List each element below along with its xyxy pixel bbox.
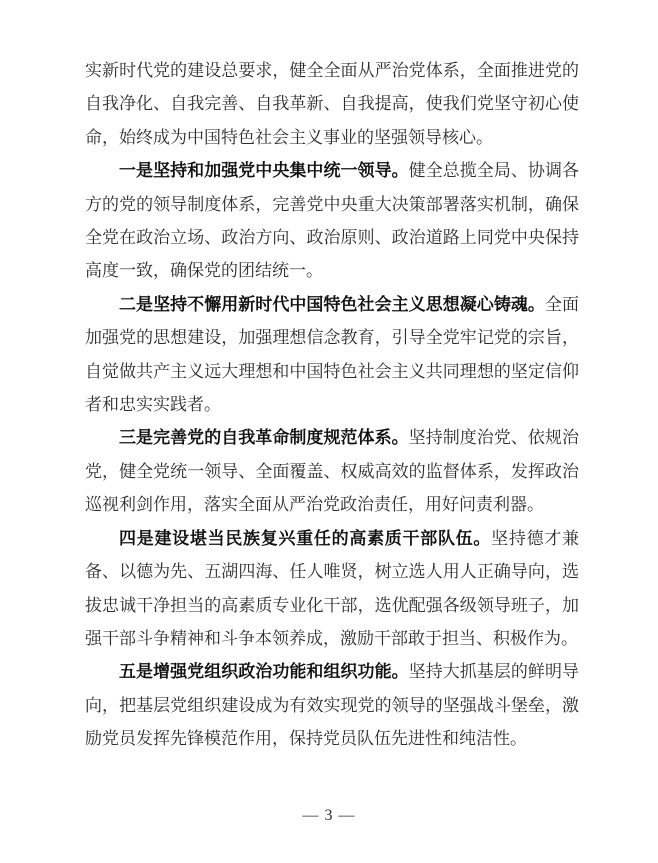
paragraph-point-4 [85, 522, 579, 656]
paragraph-bold-lead: 二是坚持不懈用新时代中国特色社会主义思想凝心铸魂。 [119, 294, 545, 314]
paragraph-bold-lead: 四是建设堪当民族复兴重任的高素质干部队伍。 [119, 528, 492, 548]
paragraph-point-2 [85, 288, 579, 422]
paragraph-text: 坚持德才兼备、以德为先、五湖四海、任人唯贤，树立选人用人正确导向，选拔忠诚干净担当的高素质专业化干部，选优配强各级领导班子，加强干部斗争精神和斗争本领养成，激励干部敢于担当、积极作为。 [85, 528, 580, 648]
paragraph-text: 健全总揽全局、协调各方的党的领导制度体系，完善党中央重大决策部署落实机制，确保全党在政治立场、政治方向、政治原则、政治道路上同党中央保持高度一致，确保党的团结统一。 [85, 161, 580, 281]
paragraph-text: 坚持大抓基层的鲜明导向，把基层党组织建设成为有效实现党的领导的坚强战斗堡垒，激励党员发挥先锋模范作用，保持党员队伍先进性和纯洁性。 [85, 662, 580, 749]
paragraph-point-1 [85, 154, 579, 288]
paragraph-bold-lead: 一是坚持和加强党中央集中统一领导。 [119, 161, 409, 181]
page-number: — 3 — [302, 807, 356, 824]
paragraph-bold-lead: 五是增强党组织政治功能和组织功能。 [119, 662, 409, 682]
paragraph-continuation [85, 54, 579, 154]
paragraph-text: 全面加强党的思想建设，加强理想信念教育，引导全党牢记党的宗旨，自觉做共产主义远大理想和中国特色社会主义共同理想的坚定信仰者和忠实实践者。 [85, 294, 580, 415]
paragraph-point-3 [85, 421, 579, 521]
paragraph-point-5 [85, 655, 579, 755]
paragraph-bold-lead: 三是完善党的自我革命制度规范体系。 [119, 428, 409, 448]
document-body [85, 54, 579, 756]
paragraph-text: 实新时代党的建设总要求，健全全面从严治党体系，全面推进党的自我净化、自我完善、自我革新、自我提高，使我们党坚守初心使命，始终成为中国特色社会主义事业的坚强领导核心。 [85, 61, 579, 147]
paragraph-text: 坚持制度治党、依规治党，健全党统一领导、全面覆盖、权威高效的监督体系，发挥政治巡视利剑作用，落实全面从严治党政治责任，用好问责利器。 [85, 428, 580, 515]
